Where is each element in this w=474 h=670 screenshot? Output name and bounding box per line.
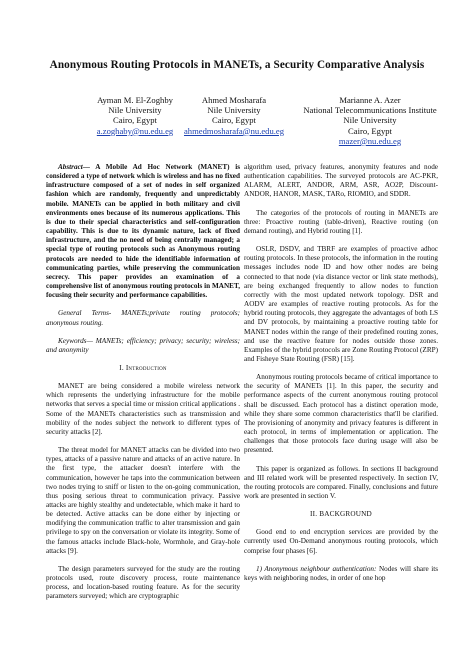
- author-affiliation: National Telecommunications Institute: [303, 105, 437, 116]
- author-affiliation: Cairo, Egypt: [212, 115, 256, 126]
- abstract-label: Abstract—: [58, 163, 90, 171]
- author-email-link[interactable]: ahmedmosharafa@nu.edu.eg: [183, 125, 285, 136]
- paragraph: Anonymous routing protocols became of critical importance to the security of MANETs [1]. In this paper, the security and performance aspects of the current anonymous routing protocol shall be discussed. Each protocol has a distinct operation mode, while they share some common characteristics that'll be clarified. The provisioning of anonymity and privacy features is different in each protocol, in terms of implementation or application. The challenges that those protocols face during usage will also be presented.: [244, 373, 438, 455]
- author-email-link[interactable]: a.zoghaby@nu.edu.eg: [96, 125, 174, 136]
- author-email-link[interactable]: mazer@nu.edu.eg: [338, 135, 402, 146]
- author-affiliation: Nile University: [343, 115, 397, 126]
- right-column: [244, 163, 438, 592]
- keywords: Keywords— MANETs; efficiency; privacy; security; wireless; and anonymity: [46, 336, 240, 354]
- paragraph: The categories of the protocols of routing in MANETs are three: Proactive routing (table-driven), Reactive routing (on demand routing), and Hybrid routing [1].: [244, 208, 438, 235]
- paragraph: This paper is organized as follows. In sections II background and III related work will be presented respectively. In section IV, the routing protocols are compared. Finally, conclusions and future work are presented in section V.: [244, 464, 438, 500]
- section-heading: II. BACKGROUND: [310, 510, 372, 519]
- author-affiliation: Cairo, Egypt: [113, 115, 157, 126]
- abstract-text: A Mobile Ad Hoc Network (MANET) is considered a type of network which is wireless and has no fixed infrastructure composed of a set of nodes in self organized fashion which are randomly, frequently and unpredictably mobile. MANETs can be applied in both military and civil environments ones because of its numerous applications. This is due to their special characteristics and self-configuration capability. This is due to its dynamic nature, lack of fixed infrastructure, and the no need of being centrally managed; a special type of routing protocols such as Anonymous routing protocols are needed to hide the identifiable information of communicating parties, while preserving the communication secrecy. This paper provides an examination of a comprehensive list of anonymous routing protocols in MANET, focusing their security and performance capabilities.: [46, 163, 240, 300]
- author-affiliation: Nile University: [108, 105, 162, 116]
- author-name: Ahmed Mosharafa: [201, 95, 267, 105]
- author-name: Marianne A. Azer: [339, 95, 401, 105]
- author-block: [285, 95, 455, 146]
- author-block: [174, 95, 294, 136]
- subsection-text: Nodes will share its keys with neighboring nodes, in order of one hop: [244, 564, 438, 582]
- subsection-label: 1) Anonymous neighbour authentication:: [256, 564, 377, 573]
- left-column: [46, 163, 240, 611]
- section-heading: I. Introduction: [119, 363, 167, 372]
- author-affiliation: Cairo, Egypt: [348, 125, 392, 136]
- paragraph: algorithm used, privacy features, anonymity features and node authentication capabilities. The surveyed protocols are AC-PKR, ALARM, ALERT, ANDOR, ARM, ASR, AO2P, Discount-ANDOR, HANOR, MASK, TARo, RIOMIO, and SDDR.: [244, 163, 438, 199]
- paragraph: The threat model for MANET attacks can be divided into two types, attacks of a passive nature and attacks of an active nature. In the first type, the attacker doesn't interfere with the communication, however he taps into the communication between two nodes trying to sniff or listen to the on-going communication, thus posing serious threat to communication privacy. Passive attacks are highly stealthy and undetectable, which make it hard to be detected. Active attacks can be done either by injecting or modifying the communication traffic to alter transmission and gain privilege to spy on the conversation or violate its integrity. Some of the famous attacks include Black-hole, Wormhole, and Gray-hole attacks [9].: [46, 446, 240, 555]
- author-affiliation: Nile University: [207, 105, 261, 116]
- abstract: [46, 163, 240, 300]
- paragraph: OSLR, DSDV, and TBRF are examples of proactive adhoc routing protocols. In these protocols, the information in the routing messages includes node ID and how other nodes are being connected to that node (via distance vector or link state methods), are being exchanged frequently to allow nodes to function correctly with the most updated network topology. DSR and AODV are examples of reactive routing protocols. As for the hybrid routing protocols, they aggregate the advantages of both LS and DV protocols, by maintaining a proactive routing table for MANET nodes within the range of their predefined routing zones, and use the reactive feature for nodes outside those zones. Examples of the hybrid protocols are Zone Routing Protocol (ZRP) and Fisheye State Routing (FSR) [15].: [244, 245, 438, 363]
- general-terms: General Terms- MANETs;private routing protocols; anonymous routing.: [46, 309, 240, 327]
- paper-title: Anonymous Routing Protocols in MANETs, a Security Comparative Analysis: [49, 59, 425, 71]
- paragraph: The design parameters surveyed for the study are the routing protocols used, route discovery process, route maintenance process, and location-based routing feature. As for the security parameters surveyed; which are cryptographic: [46, 564, 240, 601]
- paragraph: [244, 565, 438, 583]
- author-name: Ayman M. El-Zoghby: [97, 95, 173, 105]
- paragraph: Good end to end encryption services are provided by the currently used On-Demand anonymous routing protocols, which comprise four phases [6].: [244, 528, 438, 555]
- paragraph: MANET are being considered a mobile wireless network which represents the underlying infrastructure for the mobile networks that serves a special time or mission critical applications . Some of the MANETs characteristics such as transmission and mobility of the nodes subject the network to different types of security attacks [2].: [46, 382, 240, 436]
